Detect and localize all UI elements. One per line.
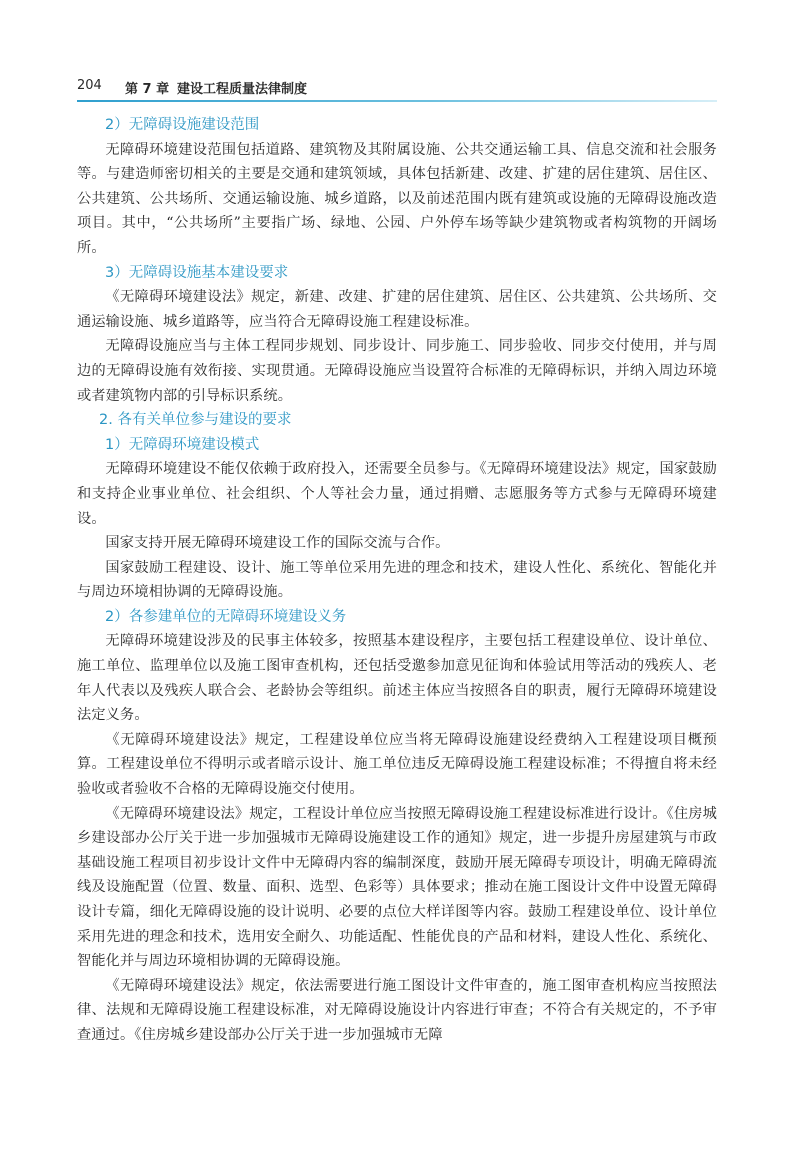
paragraph: 无障碍环境建设涉及的民事主体较多，按照基本建设程序，主要包括工程建设单位、设计单位、施工单位、监理单位以及施工图审查机构，还包括受邀参加意见征询和体验试用等活动的残疾人、老年人代表以及残疾人联合会、老龄协会等组织。前述主体应当按照各自的职责，履行无障碍环境建设法定义务。: [77, 633, 717, 724]
subsection-heading: 2. 各有关单位参与建设的要求: [99, 412, 292, 429]
paragraph: 《无障碍环境建设法》规定，工程设计单位应当按照无障碍设施工程建设标准进行设计。《住房城乡建设部办公厅关于进一步加强城市无障碍设施建设工作的通知》规定，进一步提升房屋建筑与市政基础设施工程项目初步设计文件中无障碍内容的编制深度，鼓励开展无障碍专项设计，明确无障碍流线及设施配置（位置、数量、面积、选型、色彩等）具体要求；推动在施工图设计文件中设置无障碍设计专篇，细化无障碍设施的设计说明、必要的点位大样详图等内容。鼓励工程建设单位、设计单位采用先进的理念和技术，选用安全耐久、功能适配、性能优良的产品和材料，建设人性化、系统化、智能化并与周边环境相协调的无障碍设施。: [77, 805, 717, 970]
paragraph: 无障碍环境建设范围包括道路、建筑物及其附属设施、公共交通运输工具、信息交流和社会服务等。与建造师密切相关的主要是交通和建筑领域，具体包括新建、改建、扩建的居住建筑、居住区、公共建筑、公共场所、交通运输设施、城乡道路，以及前述范围内既有建筑或设施的无障碍设施改造项目。其中，“公共场所”主要指广场、绿地、公园、户外停车场等缺少建筑物或者构筑物的开阔场所。: [77, 141, 717, 256]
page-number: 204: [77, 78, 102, 93]
section-heading: 2）无障碍设施建设范围: [105, 117, 260, 133]
paragraph: 国家支持开展无障碍环境建设工作的国际交流与合作。: [105, 535, 450, 552]
running-header: [77, 78, 717, 100]
paragraph: 国家鼓励工程建设、设计、施工等单位采用先进的理念和技术，建设人性化、系统化、智能化并与周边环境相协调的无障碍设施。: [77, 559, 717, 601]
page-body: [77, 113, 717, 1048]
chapter-label: 第 7 章: [125, 82, 170, 97]
paragraph: 无障碍环境建设不能仅依赖于政府投入，还需要全员参与。《无障碍环境建设法》规定，国家鼓励和支持企业事业单位、社会组织、个人等社会力量，通过捐赠、志愿服务等方式参与无障碍环境建设。: [77, 461, 717, 527]
header-rule: [77, 100, 717, 102]
chapter-title: 建设工程质量法律制度: [177, 82, 308, 97]
paragraph: 《无障碍环境建设法》规定，依法需要进行施工图设计文件审查的，施工图审查机构应当按照法律、法规和无障碍设施工程建设标准，对无障碍设施设计内容进行审查；不符合有关规定的，不予审查通过。《住房城乡建设部办公厅关于进一步加强城市无障: [77, 977, 717, 1043]
section-heading: 1）无障碍环境建设模式: [105, 436, 260, 453]
section-heading: 2）各参建单位的无障碍环境建设义务: [105, 608, 347, 625]
section-heading: 3）无障碍设施基本建设要求: [105, 264, 289, 281]
paragraph: 《无障碍环境建设法》规定，新建、改建、扩建的居住建筑、居住区、公共建筑、公共场所、交通运输设施、城乡道路等，应当符合无障碍设施工程建设标准。: [77, 289, 717, 330]
paragraph: 《无障碍环境建设法》规定，工程建设单位应当将无障碍设施建设经费纳入工程建设项目概预算。工程建设单位不得明示或者暗示设计、施工单位违反无障碍设施工程建设标准；不得擅自将未经验收或者验收不合格的无障碍设施交付使用。: [77, 731, 717, 798]
paragraph: 无障碍设施应当与主体工程同步规划、同步设计、同步施工、同步验收、同步交付使用，并与周边的无障碍设施有效衔接、实现贯通。无障碍设施应当设置符合标准的无障碍标识，并纳入周边环境或者建筑物内部的引导标识系统。: [77, 338, 717, 404]
